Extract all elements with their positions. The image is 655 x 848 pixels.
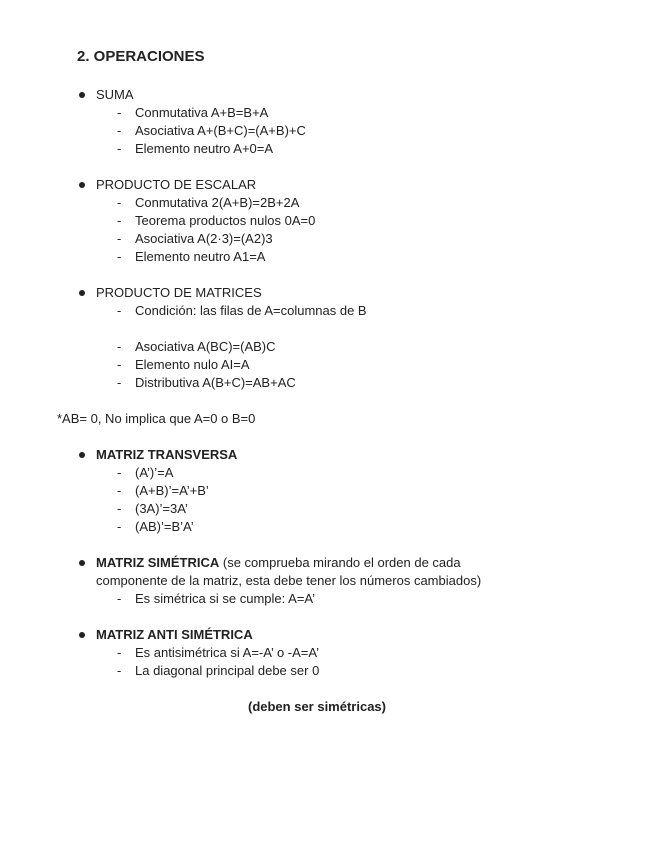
dash-icon: - <box>117 483 122 498</box>
list-item: (3A)’=3A’ <box>135 501 188 516</box>
dash-icon: - <box>117 141 122 156</box>
dash-icon: - <box>117 591 122 606</box>
list-item: Asociativa A+(B+C)=(A+B)+C <box>135 123 306 138</box>
producto-matrices-label: PRODUCTO DE MATRICES <box>96 285 262 300</box>
list-item: La diagonal principal debe ser 0 <box>135 663 320 678</box>
producto-escalar-label: PRODUCTO DE ESCALAR <box>96 177 257 192</box>
suma-label: SUMA <box>96 87 134 102</box>
section-title: 2. OPERACIONES <box>77 48 205 65</box>
bullet-icon <box>79 290 85 296</box>
dash-icon: - <box>117 123 122 138</box>
dash-icon: - <box>117 645 122 660</box>
simetrica-heading <box>96 554 461 572</box>
dash-icon: - <box>117 231 122 246</box>
list-item: Asociativa A(2·3)=(A2)3 <box>135 231 273 246</box>
dash-icon: - <box>117 213 122 228</box>
bullet-icon <box>79 632 85 638</box>
list-item: Elemento neutro A1=A <box>135 249 266 264</box>
dash-icon: - <box>117 663 122 678</box>
list-item: Conmutativa 2(A+B)=2B+2A <box>135 195 300 210</box>
list-item: Conmutativa A+B=B+A <box>135 105 269 120</box>
list-item: (A’)’=A <box>135 465 174 480</box>
list-item: Es simétrica si se cumple: A=A’ <box>135 591 316 606</box>
list-item: (A+B)’=A’+B’ <box>135 483 209 498</box>
simetrica-desc-cont: componente de la matriz, esta debe tener los números cambiados) <box>96 573 482 588</box>
list-item: Asociativa A(BC)=(AB)C <box>135 339 276 354</box>
dash-icon: - <box>117 249 122 264</box>
list-item: Distributiva A(B+C)=AB+AC <box>135 375 296 390</box>
bullet-icon <box>79 452 85 458</box>
antisimetrica-label: MATRIZ ANTI SIMÉTRICA <box>96 627 253 642</box>
list-item: Condición: las filas de A=columnas de B <box>135 303 367 318</box>
transversa-label: MATRIZ TRANSVERSA <box>96 447 238 462</box>
bullet-icon <box>79 92 85 98</box>
list-item: Elemento neutro A+0=A <box>135 141 274 156</box>
simetrica-label: MATRIZ SIMÉTRICA <box>96 555 220 570</box>
dash-icon: - <box>117 465 122 480</box>
dash-icon: - <box>117 501 122 516</box>
bullet-icon <box>79 560 85 566</box>
list-item: Es antisimétrica si A=-A’ o -A=A’ <box>135 645 319 660</box>
note-text: *AB= 0, No implica que A=0 o B=0 <box>57 411 256 426</box>
bullet-icon <box>79 182 85 188</box>
dash-icon: - <box>117 303 122 318</box>
list-item: Elemento nulo AI=A <box>135 357 250 372</box>
dash-icon: - <box>117 105 122 120</box>
simetrica-desc: (se comprueba mirando el orden de cada <box>219 555 461 570</box>
dash-icon: - <box>117 375 122 390</box>
dash-icon: - <box>117 357 122 372</box>
dash-icon: - <box>117 339 122 354</box>
dash-icon: - <box>117 195 122 210</box>
footer-note: (deben ser simétricas) <box>247 699 386 714</box>
dash-icon: - <box>117 519 122 534</box>
list-item: Teorema productos nulos 0A=0 <box>135 213 316 228</box>
list-item: (AB)’=B’A’ <box>135 519 194 534</box>
